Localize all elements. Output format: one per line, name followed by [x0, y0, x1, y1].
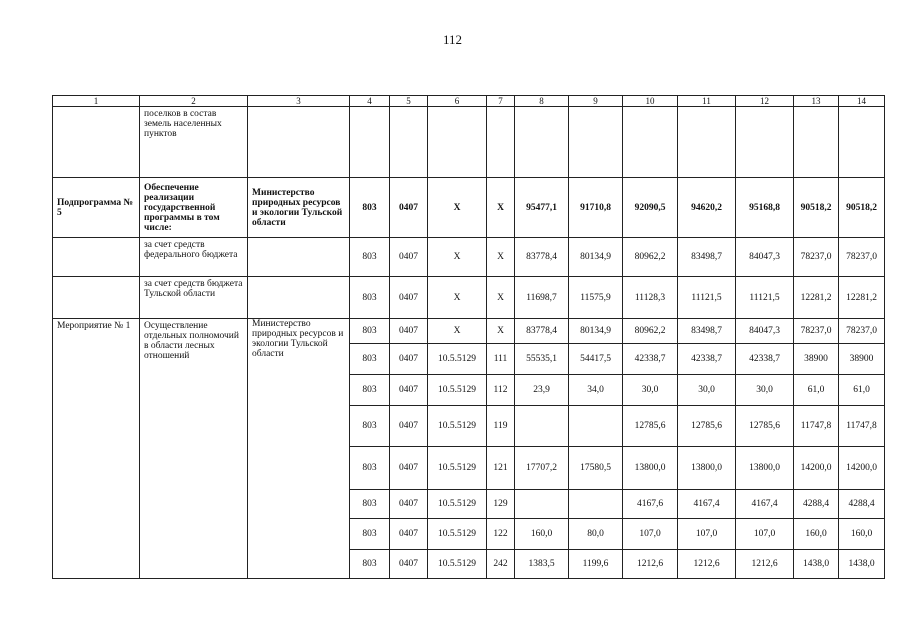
table-cell: 4288,4: [839, 490, 885, 519]
continuation-text: поселков в состав земель населенных пунктов: [140, 107, 248, 178]
table-cell: Х: [428, 238, 487, 277]
table-cell: 4288,4: [794, 490, 839, 519]
table-cell: 13800,0: [678, 447, 736, 490]
table-cell: 11575,9: [569, 277, 623, 319]
table-cell: Х: [428, 277, 487, 319]
table-cell: 10.5.5129: [428, 550, 487, 579]
table-cell: 30,0: [736, 375, 794, 406]
federal-budget-name: за счет средств федерального бюджета: [140, 238, 248, 277]
table-cell: 0407: [390, 277, 428, 319]
table-cell: 803: [350, 375, 390, 406]
col-number-3: 3: [248, 96, 350, 107]
measure-ministry: Министерство природных ресурсов и экологии Тульской области: [248, 319, 350, 579]
table-cell: 95168,8: [736, 178, 794, 238]
table-cell: 13800,0: [623, 447, 678, 490]
table-cell: 17707,2: [515, 447, 569, 490]
table-cell: 83498,7: [678, 319, 736, 344]
table-cell: 803: [350, 344, 390, 375]
table-cell: 90518,2: [839, 178, 885, 238]
col-number-11: 11: [678, 96, 736, 107]
subprogram-row: [53, 178, 885, 238]
measure-name: Осуществление отдельных полномочий в области лесных отношений: [140, 319, 248, 579]
table-cell: 80962,2: [623, 319, 678, 344]
table-cell: 803: [350, 490, 390, 519]
table-cell: 13800,0: [736, 447, 794, 490]
table-cell: 107,0: [736, 519, 794, 550]
table-cell: Х: [428, 178, 487, 238]
table-cell: 12785,6: [736, 406, 794, 447]
table-cell: 111: [487, 344, 515, 375]
table-cell: 12785,6: [623, 406, 678, 447]
col-number-10: 10: [623, 96, 678, 107]
subprogram-name: Обеспечение реализации государственной программы в том числе:: [140, 178, 248, 238]
table-cell: 0407: [390, 344, 428, 375]
table-cell: Х: [487, 238, 515, 277]
table-cell: 803: [350, 238, 390, 277]
table-cell: 91710,8: [569, 178, 623, 238]
table-cell: 1438,0: [839, 550, 885, 579]
table-cell: Х: [487, 178, 515, 238]
table-cell: 0407: [390, 375, 428, 406]
table-cell: 160,0: [839, 519, 885, 550]
table-cell: 160,0: [794, 519, 839, 550]
table-cell: 803: [350, 178, 390, 238]
column-number-row: [53, 96, 885, 107]
table-cell: 0407: [390, 447, 428, 490]
table-cell: 0407: [390, 319, 428, 344]
table-cell: 61,0: [839, 375, 885, 406]
table-cell: 30,0: [623, 375, 678, 406]
table-cell: 107,0: [623, 519, 678, 550]
table-cell: 11698,7: [515, 277, 569, 319]
table-cell: 10.5.5129: [428, 375, 487, 406]
table-cell: 78237,0: [839, 319, 885, 344]
table-cell: 10.5.5129: [428, 447, 487, 490]
table-cell: 78237,0: [794, 238, 839, 277]
table-cell: 10.5.5129: [428, 490, 487, 519]
table-cell: 42338,7: [736, 344, 794, 375]
table-cell: 10.5.5129: [428, 406, 487, 447]
table-cell: 83498,7: [678, 238, 736, 277]
table-cell: 54417,5: [569, 344, 623, 375]
table-cell: 12281,2: [839, 277, 885, 319]
continuation-row: [53, 107, 885, 178]
col-number-6: 6: [428, 96, 487, 107]
table-cell: Х: [428, 319, 487, 344]
table-cell: 83778,4: [515, 319, 569, 344]
table-cell: 0407: [390, 406, 428, 447]
table-cell: 14200,0: [839, 447, 885, 490]
regional-budget-row: [53, 277, 885, 319]
table-cell: 94620,2: [678, 178, 736, 238]
table-cell: 42338,7: [678, 344, 736, 375]
table-cell: 14200,0: [794, 447, 839, 490]
table-cell: 23,9: [515, 375, 569, 406]
table-cell: 1212,6: [623, 550, 678, 579]
table-cell: 11121,5: [736, 277, 794, 319]
table-cell: 4167,4: [736, 490, 794, 519]
budget-table: [52, 95, 885, 579]
table-cell: 4167,6: [623, 490, 678, 519]
table-cell: 30,0: [678, 375, 736, 406]
table-cell: 34,0: [569, 375, 623, 406]
table-cell: 11747,8: [794, 406, 839, 447]
table-cell: 112: [487, 375, 515, 406]
table-cell: 122: [487, 519, 515, 550]
table-cell: 84047,3: [736, 238, 794, 277]
table-cell: 80962,2: [623, 238, 678, 277]
page-number: 112: [442, 32, 463, 47]
table-cell: 84047,3: [736, 319, 794, 344]
table-cell: 95477,1: [515, 178, 569, 238]
table-cell: 0407: [390, 519, 428, 550]
table-cell: 1199,6: [569, 550, 623, 579]
table-cell: 11128,3: [623, 277, 678, 319]
table-cell: 803: [350, 406, 390, 447]
col-number-2: 2: [140, 96, 248, 107]
table-cell: 1438,0: [794, 550, 839, 579]
col-number-4: 4: [350, 96, 390, 107]
table-cell: 80,0: [569, 519, 623, 550]
table-cell: 107,0: [678, 519, 736, 550]
regional-budget-name: за счет средств бюджета Тульской области: [140, 277, 248, 319]
col-number-9: 9: [569, 96, 623, 107]
table-cell: 10.5.5129: [428, 519, 487, 550]
table-cell: 0407: [390, 178, 428, 238]
col-number-13: 13: [794, 96, 839, 107]
table-cell: 4167,4: [678, 490, 736, 519]
col-number-5: 5: [390, 96, 428, 107]
table-cell: 12785,6: [678, 406, 736, 447]
table-cell: [569, 406, 623, 447]
table-cell: 61,0: [794, 375, 839, 406]
federal-budget-row: [53, 238, 885, 277]
subprogram-ministry: Министерство природных ресурсов и экологии Тульской области: [248, 178, 350, 238]
table-cell: 803: [350, 277, 390, 319]
table-cell: 1212,6: [678, 550, 736, 579]
table-cell: 121: [487, 447, 515, 490]
table-cell: 129: [487, 490, 515, 519]
subprogram-label: Подпрограмма № 5: [53, 178, 140, 238]
table-cell: Х: [487, 319, 515, 344]
table-cell: 1383,5: [515, 550, 569, 579]
table-cell: 0407: [390, 238, 428, 277]
measure-label: Мероприятие № 1: [53, 319, 140, 579]
table-cell: 803: [350, 319, 390, 344]
table-cell: 55535,1: [515, 344, 569, 375]
col-number-8: 8: [515, 96, 569, 107]
table-cell: [515, 406, 569, 447]
table-cell: 242: [487, 550, 515, 579]
table-cell: 10.5.5129: [428, 344, 487, 375]
col-number-12: 12: [736, 96, 794, 107]
table-cell: [569, 490, 623, 519]
table-cell: 38900: [839, 344, 885, 375]
table-cell: 92090,5: [623, 178, 678, 238]
table-cell: 38900: [794, 344, 839, 375]
table-cell: 803: [350, 550, 390, 579]
table-cell: 0407: [390, 490, 428, 519]
table-cell: 1212,6: [736, 550, 794, 579]
table-cell: 803: [350, 519, 390, 550]
measure-row: [53, 319, 885, 344]
table-cell: 160,0: [515, 519, 569, 550]
table-cell: 42338,7: [623, 344, 678, 375]
table-cell: 78237,0: [839, 238, 885, 277]
table-cell: 17580,5: [569, 447, 623, 490]
table-cell: 0407: [390, 550, 428, 579]
table-cell: 11121,5: [678, 277, 736, 319]
table-cell: 80134,9: [569, 319, 623, 344]
col-number-1: 1: [53, 96, 140, 107]
table-cell: 78237,0: [794, 319, 839, 344]
table-cell: 80134,9: [569, 238, 623, 277]
col-number-14: 14: [839, 96, 885, 107]
table-cell: 83778,4: [515, 238, 569, 277]
table-cell: 803: [350, 447, 390, 490]
col-number-7: 7: [487, 96, 515, 107]
table-cell: Х: [487, 277, 515, 319]
table-cell: 12281,2: [794, 277, 839, 319]
table-cell: 119: [487, 406, 515, 447]
table-cell: 11747,8: [839, 406, 885, 447]
table-cell: 90518,2: [794, 178, 839, 238]
table-cell: [515, 490, 569, 519]
